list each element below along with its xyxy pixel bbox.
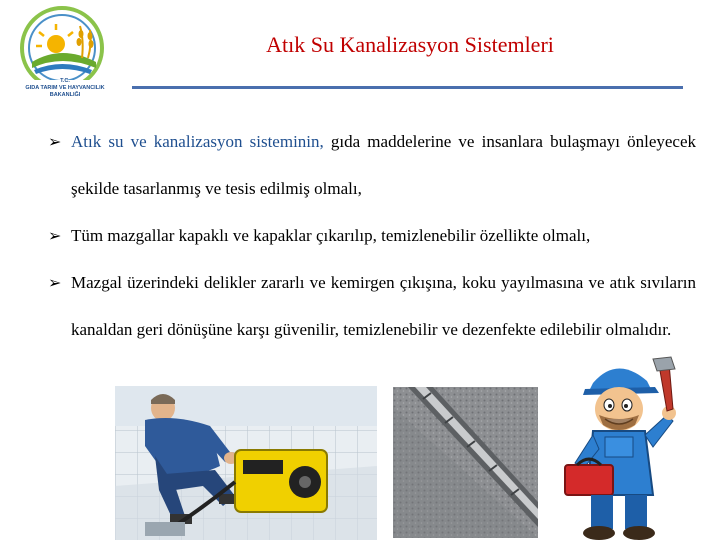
bullet-item-2 <box>48 212 696 259</box>
bullet-list <box>48 118 696 353</box>
bullet-item-3 <box>48 259 696 353</box>
bullet-text: Tüm mazgallar kapaklı ve kapaklar çıkarılıp, temizlenebilir özellikte olmalı, <box>71 226 591 245</box>
arrow-bullet-icon: ➢ <box>48 226 62 245</box>
arrow-bullet-icon: ➢ <box>48 273 62 292</box>
drain-grate-photo <box>393 387 538 538</box>
logo-line-tc: T.C. <box>60 78 70 84</box>
logo-line-ministry: GIDA TARIM VE HAYVANCILIK <box>25 85 105 91</box>
page-title: Atık Su Kanalizasyon Sistemleri <box>266 32 554 57</box>
plumber-cartoon <box>555 355 683 540</box>
bullet-text: gıda maddelerine ve insanlara bulaşmayı önleyecek şekilde tasarlanmış ve tesis edilmiş olmalı, <box>71 132 696 198</box>
logo-emblem-icon <box>4 4 120 80</box>
bullet-text: Mazgal üzerindeki delikler zararlı ve kemirgen çıkışına, koku yayılmasına ve atık sıvıların kanaldan geri dönüşüne karşı güvenilir, temizlenebilir ve dezenfekte edilebilir olmalıdır. <box>71 273 696 339</box>
arrow-bullet-icon: ➢ <box>48 132 62 151</box>
bullet-item-1 <box>48 118 696 212</box>
logo-line-bakanlik: BAKANLIĞI <box>49 92 81 98</box>
drain-cleaning-photo <box>115 386 377 540</box>
title-divider <box>132 86 683 89</box>
ministry-logo <box>4 4 120 104</box>
bullet-highlight: Atık su ve kanalizasyon sisteminin, <box>71 132 324 151</box>
